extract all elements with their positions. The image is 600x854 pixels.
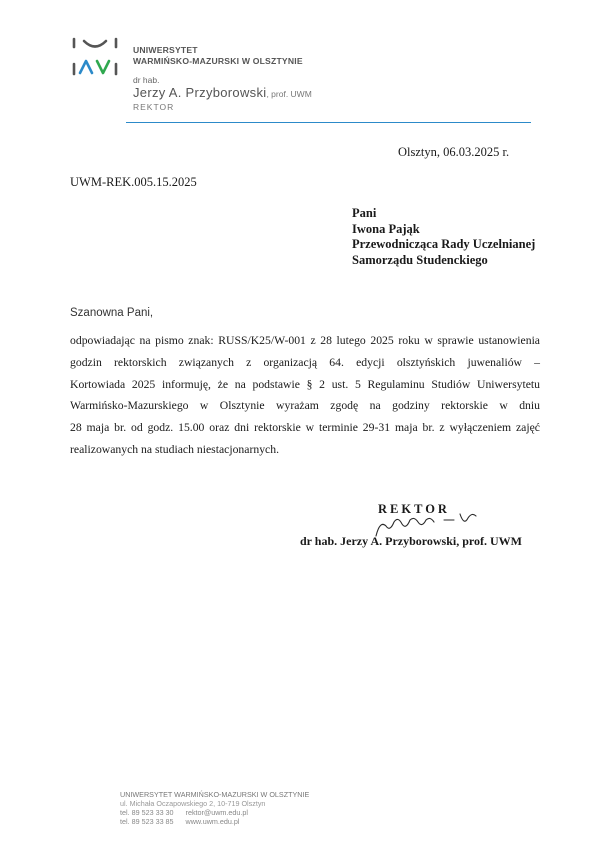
footer-email[interactable]: rektor@uwm.edu.pl xyxy=(185,808,248,817)
university-name xyxy=(133,45,303,67)
role-label: REKTOR xyxy=(133,102,175,112)
body-line: odpowiadając na pismo znak: RUSS/K25/W-001 z 28 lutego 2025 roku w sprawie ustanowienia xyxy=(70,334,540,347)
university-logo xyxy=(70,36,120,78)
footer-address: ul. Michała Oczapowskiego 2, 10-719 Olsztyn xyxy=(120,799,266,808)
university-name-line1: UNIWERSYTET xyxy=(133,45,198,55)
place-date: Olsztyn, 06.03.2025 r. xyxy=(398,145,510,159)
salutation: Szanowna Pani, xyxy=(70,307,154,319)
rector-suffix: , prof. UWM xyxy=(266,89,312,99)
addressee-line3: Przewodnicząca Rady Uczelnianej xyxy=(352,237,536,251)
body-line: Kortowiada 2025 informuję, że na podstawie § 2 ust. 5 Regulaminu Studiów Uniwersytetu xyxy=(70,377,540,391)
addressee-line4: Samorządu Studenckiego xyxy=(352,252,488,267)
rector-name-header xyxy=(133,85,312,100)
addressee-block xyxy=(352,206,535,268)
body-line: 28 maja br. od godz. 15.00 oraz dni rektorskie w terminie 29-31 maja br. z wyłączeniem zajęć xyxy=(70,421,540,435)
signature-title: REKTOR xyxy=(378,502,450,516)
letter-body xyxy=(70,330,540,461)
title-prefix: dr hab. xyxy=(133,75,160,85)
reference-number: UWM-REK.005.15.2025 xyxy=(70,175,197,189)
body-line: realizowanych na studiach niestacjonarnych. xyxy=(70,442,279,456)
footer-phone-2: tel. 89 523 33 85 xyxy=(120,817,174,826)
rector-name: Jerzy A. Przyborowski xyxy=(133,85,267,100)
footer-website[interactable]: www.uwm.edu.pl xyxy=(185,817,240,826)
footer xyxy=(120,790,309,826)
university-name-line2: WARMIŃSKO-MAZURSKI W OLSZTYNIE xyxy=(133,56,303,66)
footer-contact-row-2 xyxy=(120,817,309,826)
header-divider xyxy=(126,122,531,123)
footer-phone-1: tel. 89 523 33 30 xyxy=(120,808,174,817)
addressee-line2: Iwona Pająk xyxy=(352,221,420,236)
footer-contact-row-1 xyxy=(120,808,309,817)
addressee-line1: Pani xyxy=(352,206,377,220)
body-line: godzin rektorskich związanych z organizacją 64. edycji olsztyńskich juwenaliów – xyxy=(70,355,540,369)
signatory-name: dr hab. Jerzy A. Przyborowski, prof. UWM xyxy=(300,534,522,548)
body-line: Warmińsko-Mazurskiego w Olsztynie wyrażam zgodę na godziny rektorskie w dniu xyxy=(70,399,540,413)
footer-university-name: UNIWERSYTET WARMIŃSKO-MAZURSKI W OLSZTYNIE xyxy=(120,790,310,799)
